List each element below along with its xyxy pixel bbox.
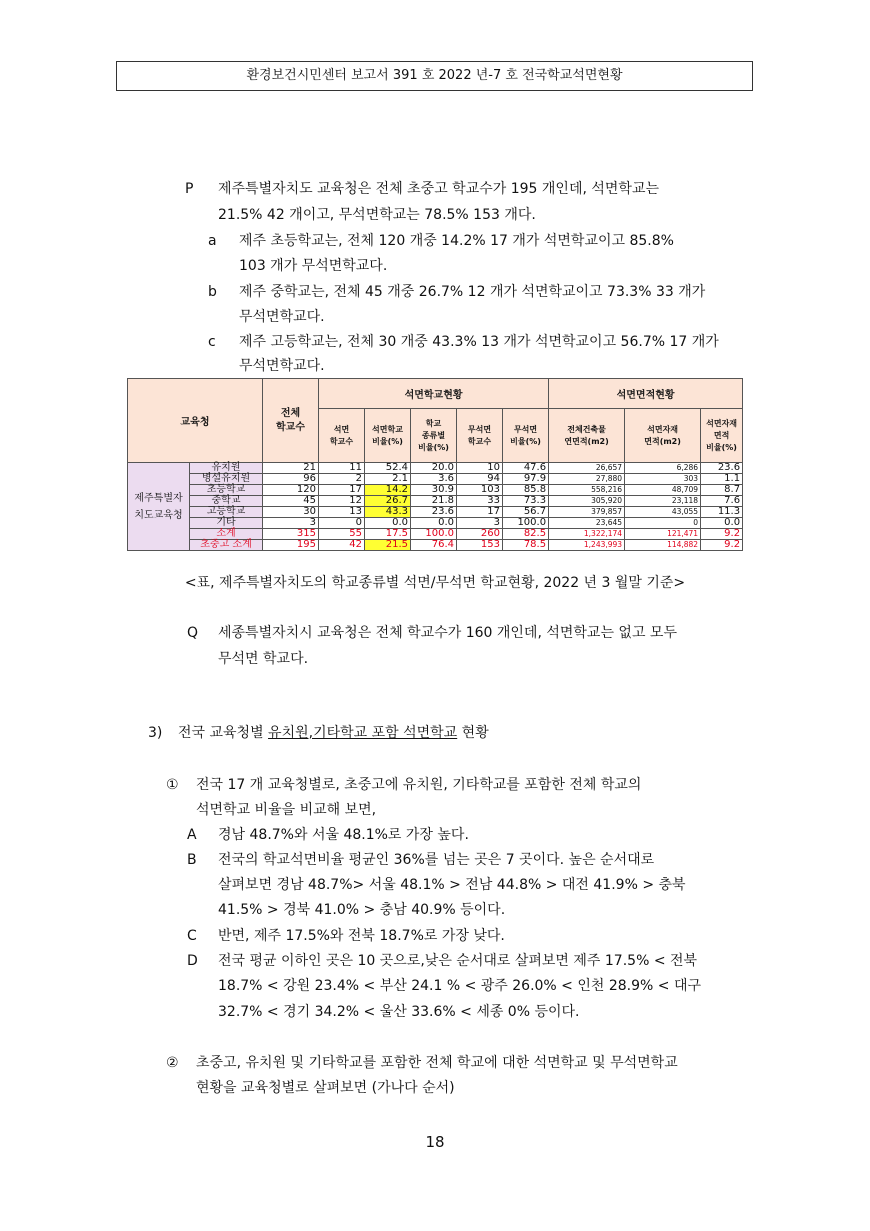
point1-b-line3: 41.5% > 경북 41.0% > 충남 40.9% 등이다.	[218, 902, 506, 918]
cell-area: 1,243,993	[549, 540, 625, 551]
cell-total: 96	[263, 474, 319, 485]
point1-line2: 석면학교 비율을 비교해 보면,	[196, 802, 377, 818]
item-b-marker: b	[208, 284, 217, 300]
th-asb-rate: 석면학교 비율(%)	[365, 409, 411, 463]
point1-d-line1: 전국 평균 이하인 곳은 10 곳으로,낮은 순서대로 살펴보면 제주 17.5% < 전북	[218, 953, 698, 969]
section-q-line2: 무석면 학교다.	[218, 651, 309, 667]
cell-area-rate: 9.2	[701, 529, 743, 540]
cell-area-rate: 11.3	[701, 507, 743, 518]
point1-d-marker: D	[187, 953, 198, 969]
row-name: 유치원	[190, 463, 263, 474]
cell-type-rate: 100.0	[411, 529, 457, 540]
section-p-marker: P	[185, 181, 194, 197]
heading3-number: 3)	[148, 725, 163, 741]
cell-type-rate: 0.0	[411, 518, 457, 529]
stats-table	[127, 378, 743, 551]
cell-rate: 26.7	[365, 496, 411, 507]
th-asb-count: 석면 학교수	[319, 409, 365, 463]
item-c-line2: 무석면학교다.	[239, 358, 325, 374]
th-non-rate: 무석면 비율(%)	[503, 409, 549, 463]
section-p-line1: 제주특별자치도 교육청은 전체 초중고 학교수가 195 개인데, 석면학교는	[218, 181, 659, 197]
item-c-marker: c	[208, 334, 216, 350]
row-name: 중학교	[190, 496, 263, 507]
item-b-line2: 무석면학교다.	[239, 309, 325, 325]
cell-non-rate: 100.0	[503, 518, 549, 529]
cell-total: 195	[263, 540, 319, 551]
cell-asb-area: 303	[625, 474, 701, 485]
cell-non: 153	[457, 540, 503, 551]
cell-area: 23,645	[549, 518, 625, 529]
point1-a-marker: A	[187, 827, 197, 843]
school-subtotal-row	[128, 540, 743, 551]
heading3-prefix: 전국 교육청별	[178, 725, 269, 741]
cell-asb: 12	[319, 496, 365, 507]
point2-line2: 현황을 교육청별로 살펴보면 (가나다 순서)	[196, 1080, 455, 1096]
cell-non: 94	[457, 474, 503, 485]
point1-d-line3: 32.7% < 경기 34.2% < 울산 33.6% < 세종 0% 등이다.	[218, 1004, 580, 1020]
cell-area: 305,920	[549, 496, 625, 507]
table-caption: <표, 제주특별자치도의 학교종류별 석면/무석면 학교현황, 2022 년 3 월말 기준>	[184, 575, 686, 591]
row-name: 고등학교	[190, 507, 263, 518]
item-a-line1: 제주 초등학교는, 전체 120 개중 14.2% 17 개가 석면학교이고 85.8%	[239, 233, 674, 249]
point1-b-marker: B	[187, 852, 197, 868]
item-a-marker: a	[208, 233, 217, 249]
point1-c-line1: 반면, 제주 17.5%와 전북 18.7%로 가장 낮다.	[218, 928, 505, 944]
cell-non: 17	[457, 507, 503, 518]
cell-area: 1,322,174	[549, 529, 625, 540]
cell-type-rate: 20.0	[411, 463, 457, 474]
cell-total: 45	[263, 496, 319, 507]
th-total-area: 전체건축물 연면적(m2)	[549, 409, 625, 463]
cell-asb-area: 23,118	[625, 496, 701, 507]
cell-area: 27,880	[549, 474, 625, 485]
cell-rate: 14.2	[365, 485, 411, 496]
cell-non: 10	[457, 463, 503, 474]
heading3-title	[178, 721, 489, 746]
heading3-suffix: 현황	[457, 725, 489, 741]
point1-c-marker: C	[187, 928, 197, 944]
cell-area-rate: 9.2	[701, 540, 743, 551]
cell-asb: 42	[319, 540, 365, 551]
cell-non-rate: 78.5	[503, 540, 549, 551]
th-group-schools: 석면학교현황	[319, 379, 549, 409]
cell-non-rate: 56.7	[503, 507, 549, 518]
point1-line1: 전국 17 개 교육청별로, 초중고에 유치원, 기타학교를 포함한 전체 학교의	[196, 777, 642, 793]
row-name: 초등학교	[190, 485, 263, 496]
th-non-count: 무석면 학교수	[457, 409, 503, 463]
cell-asb: 0	[319, 518, 365, 529]
cell-rate: 17.5	[365, 529, 411, 540]
cell-area-rate: 0.0	[701, 518, 743, 529]
point2-line1: 초중고, 유치원 및 기타학교를 포함한 전체 학교에 대한 석면학교 및 무석면학교	[196, 1055, 678, 1071]
cell-area-rate: 8.7	[701, 485, 743, 496]
cell-asb: 17	[319, 485, 365, 496]
subtotal-row	[128, 529, 743, 540]
row-name: 병설유치원	[190, 474, 263, 485]
cell-asb-area: 43,055	[625, 507, 701, 518]
cell-asb: 13	[319, 507, 365, 518]
cell-area-rate: 23.6	[701, 463, 743, 474]
point1-marker: ①	[166, 777, 179, 793]
cell-type-rate: 30.9	[411, 485, 457, 496]
table-row	[128, 518, 743, 529]
cell-area-rate: 7.6	[701, 496, 743, 507]
cell-asb: 2	[319, 474, 365, 485]
cell-non-rate: 73.3	[503, 496, 549, 507]
item-a-line2: 103 개가 무석면학교다.	[239, 258, 388, 274]
cell-rate: 21.5	[365, 540, 411, 551]
cell-total: 30	[263, 507, 319, 518]
item-c-line1: 제주 고등학교는, 전체 30 개중 43.3% 13 개가 석면학교이고 56.7% 17 개가	[239, 334, 719, 350]
th-area-rate: 석면자재 면적 비율(%)	[701, 409, 743, 463]
th-total: 전체 학교수	[263, 379, 319, 463]
cell-area-rate: 1.1	[701, 474, 743, 485]
row-name: 초중고 소계	[190, 540, 263, 551]
cell-asb: 11	[319, 463, 365, 474]
cell-non-rate: 47.6	[503, 463, 549, 474]
cell-rate: 52.4	[365, 463, 411, 474]
region-cell: 제주특별자 치도교육청	[128, 463, 190, 551]
cell-non: 103	[457, 485, 503, 496]
th-type-rate: 학교 종류별 비율(%)	[411, 409, 457, 463]
cell-asb-area: 0	[625, 518, 701, 529]
cell-total: 120	[263, 485, 319, 496]
th-group-area: 석면면적현황	[549, 379, 743, 409]
cell-area: 558,216	[549, 485, 625, 496]
cell-area: 379,857	[549, 507, 625, 518]
cell-rate: 2.1	[365, 474, 411, 485]
section-q-line1: 세종특별자치시 교육청은 전체 학교수가 160 개인데, 석면학교는 없고 모두	[218, 625, 677, 641]
table-row	[128, 463, 743, 474]
row-name: 소계	[190, 529, 263, 540]
cell-non-rate: 85.8	[503, 485, 549, 496]
cell-asb-area: 48,709	[625, 485, 701, 496]
table-row	[128, 496, 743, 507]
cell-area: 26,657	[549, 463, 625, 474]
row-name: 기타	[190, 518, 263, 529]
heading3-underlined: 유치원,기타학교 포함 석면학교	[268, 725, 458, 741]
item-b-line1: 제주 중학교는, 전체 45 개중 26.7% 12 개가 석면학교이고 73.3% 33 개가	[239, 284, 706, 300]
cell-type-rate: 76.4	[411, 540, 457, 551]
cell-total: 21	[263, 463, 319, 474]
cell-non-rate: 82.5	[503, 529, 549, 540]
section-p-line2: 21.5% 42 개이고, 무석면학교는 78.5% 153 개다.	[218, 207, 536, 223]
cell-non: 260	[457, 529, 503, 540]
th-asb-area: 석면자재 면적(m2)	[625, 409, 701, 463]
th-office: 교육청	[128, 379, 263, 463]
point1-a-line1: 경남 48.7%와 서울 48.1%로 가장 높다.	[218, 827, 469, 843]
cell-non: 33	[457, 496, 503, 507]
cell-type-rate: 3.6	[411, 474, 457, 485]
page-number: 18	[425, 1133, 445, 1151]
jeju-school-table	[127, 378, 742, 551]
cell-non: 3	[457, 518, 503, 529]
point1-d-line2: 18.7% < 강원 23.4% < 부산 24.1 % < 광주 26.0% < 인천 28.9% < 대구	[218, 978, 702, 994]
cell-asb-area: 114,882	[625, 540, 701, 551]
cell-asb-area: 121,471	[625, 529, 701, 540]
cell-rate: 0.0	[365, 518, 411, 529]
point1-b-line2: 살펴보면 경남 48.7%> 서울 48.1% > 전남 44.8% > 대전 41.9% > 충북	[218, 877, 686, 893]
cell-total: 315	[263, 529, 319, 540]
table-row	[128, 507, 743, 518]
table-row	[128, 474, 743, 485]
cell-asb: 55	[319, 529, 365, 540]
cell-rate: 43.3	[365, 507, 411, 518]
point1-b-line1: 전국의 학교석면비율 평균인 36%를 넘는 곳은 7 곳이다. 높은 순서대로	[218, 852, 655, 868]
cell-total: 3	[263, 518, 319, 529]
cell-asb-area: 6,286	[625, 463, 701, 474]
report-header: 환경보건시민센터 보고서 391 호 2022 년-7 호 전국학교석면현황	[116, 61, 753, 91]
cell-type-rate: 21.8	[411, 496, 457, 507]
cell-type-rate: 23.6	[411, 507, 457, 518]
point2-marker: ②	[166, 1055, 179, 1071]
section-q-marker: Q	[187, 625, 199, 641]
table-row	[128, 485, 743, 496]
cell-non-rate: 97.9	[503, 474, 549, 485]
